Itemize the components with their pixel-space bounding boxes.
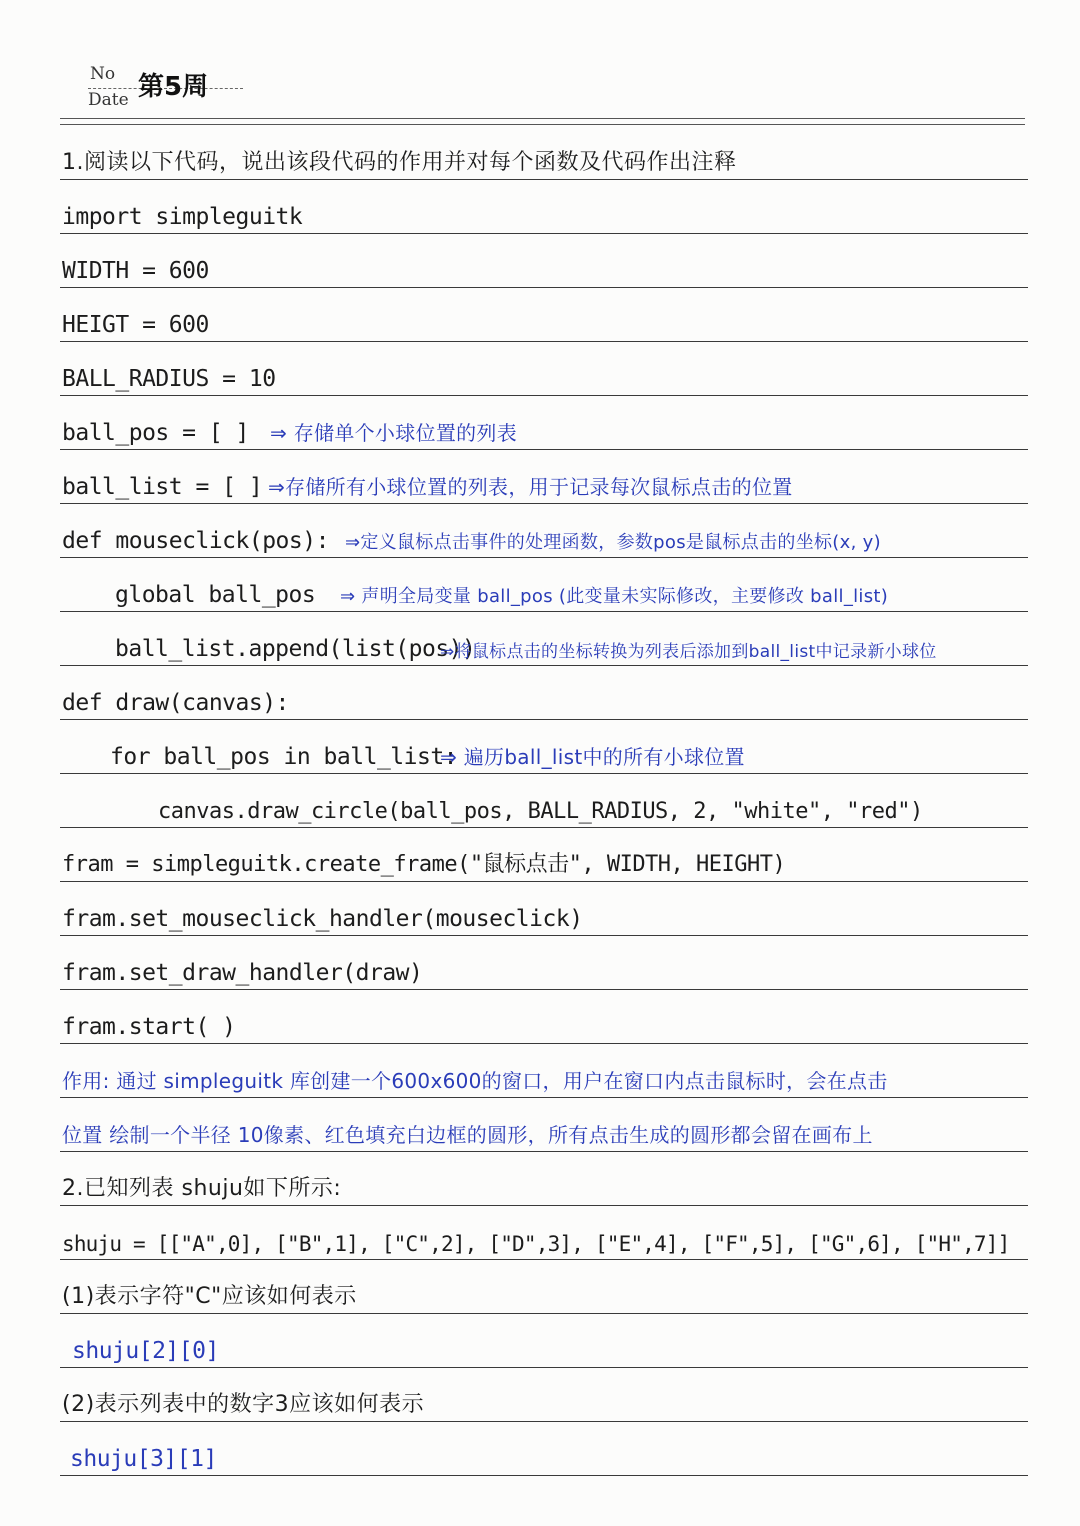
note-global: ⇒ 声明全局变量 ball_pos (此变量未实际修改，主要修改 ball_list)	[340, 586, 889, 607]
line-effect-2	[0, 1098, 1080, 1152]
line-heigt	[0, 288, 1080, 342]
header-title: 第5周	[138, 72, 209, 102]
note-def-mouseclick: ⇒定义鼠标点击事件的处理函数，参数pos是鼠标点击的坐标(x, y)	[345, 532, 881, 553]
line-ball-list	[0, 450, 1080, 504]
line-a2-2	[0, 1422, 1080, 1476]
code-def-mouseclick: def mouseclick(pos):	[62, 528, 329, 554]
code-set-draw-handler: fram.set_draw_handler(draw)	[62, 960, 423, 986]
code-global: global ball_pos	[115, 582, 316, 608]
line-a2-1	[0, 1314, 1080, 1368]
code-set-mouseclick-handler: fram.set_mouseclick_handler(mouseclick)	[62, 906, 583, 932]
line-def-draw	[0, 666, 1080, 720]
line-q2	[0, 1152, 1080, 1206]
line-append	[0, 612, 1080, 666]
line-shuju	[0, 1206, 1080, 1260]
question-2-1-text: (1)表示字符"C"应该如何表示	[62, 1284, 357, 1309]
code-heigt: HEIGT = 600	[62, 312, 209, 338]
line-global	[0, 558, 1080, 612]
rule-line	[60, 1475, 1028, 1476]
line-mouse-handler	[0, 882, 1080, 936]
code-def-draw: def draw(canvas):	[62, 690, 289, 716]
effect-text-2: 位置 绘制一个半径 10像素、红色填充白边框的圆形，所有点击生成的圆形都会留在画布上	[62, 1123, 873, 1147]
line-effect-1	[0, 1044, 1080, 1098]
question-2-text: 2.已知列表 shuju如下所示:	[62, 1176, 342, 1201]
code-shuju-list: shuju = [["A",0], ["B",1], ["C",2], ["D",3], ["E",4], ["F",5], ["G",6], ["H",7]]	[62, 1232, 1010, 1256]
answer-2-2: shuju[3][1]	[70, 1446, 217, 1472]
line-width	[0, 234, 1080, 288]
header-date-label: Date	[88, 90, 129, 110]
code-for-loop: for ball_pos in ball_list:	[110, 744, 458, 770]
code-import: import simpleguitk	[62, 204, 303, 230]
note-ball-pos: ⇒ 存储单个小球位置的列表	[270, 421, 518, 445]
code-radius: BALL_RADIUS = 10	[62, 366, 276, 392]
line-q1	[0, 126, 1080, 180]
note-ball-list: ⇒存储所有小球位置的列表，用于记录每次鼠标点击的位置	[268, 475, 793, 499]
line-q2-2	[0, 1368, 1080, 1422]
code-ball-list: ball_list = [ ]	[62, 474, 263, 500]
question-2-2-text: (2)表示列表中的数字3应该如何表示	[62, 1392, 425, 1417]
note-for-loop: ⇒ 遍历ball_list中的所有小球位置	[440, 745, 745, 769]
effect-text-1: 作用: 通过 simpleguitk 库创建一个600x600的窗口，用户在窗口内点击鼠标时，会在点击	[62, 1069, 888, 1093]
code-width: WIDTH = 600	[62, 258, 209, 284]
header-no-label: No	[90, 64, 116, 84]
answer-2-1: shuju[2][0]	[72, 1338, 219, 1364]
code-create-frame: fram = simpleguitk.create_frame("鼠标点击", WIDTH, HEIGHT)	[62, 852, 786, 877]
code-ball-pos: ball_pos = [ ]	[62, 420, 249, 446]
code-draw-circle: canvas.draw_circle(ball_pos, BALL_RADIUS, 2, "white", "red")	[158, 799, 923, 824]
line-circle	[0, 774, 1080, 828]
note-append: ⇒将鼠标点击的坐标转换为列表后添加到ball_list中记录新小球位	[440, 642, 937, 662]
line-radius	[0, 342, 1080, 396]
header-rule-top	[60, 118, 1025, 119]
question-1-text: 1.阅读以下代码，说出该段代码的作用并对每个函数及代码作出注释	[62, 150, 737, 175]
code-start: fram.start( )	[62, 1014, 236, 1040]
line-def-mouse	[0, 504, 1080, 558]
code-append: ball_list.append(list(pos))	[115, 636, 476, 662]
line-q2-1	[0, 1260, 1080, 1314]
line-draw-handler	[0, 936, 1080, 990]
line-import	[0, 180, 1080, 234]
line-start	[0, 990, 1080, 1044]
line-frame	[0, 828, 1080, 882]
line-for	[0, 720, 1080, 774]
line-ball-pos	[0, 396, 1080, 450]
header-rule-bottom	[60, 124, 1025, 125]
